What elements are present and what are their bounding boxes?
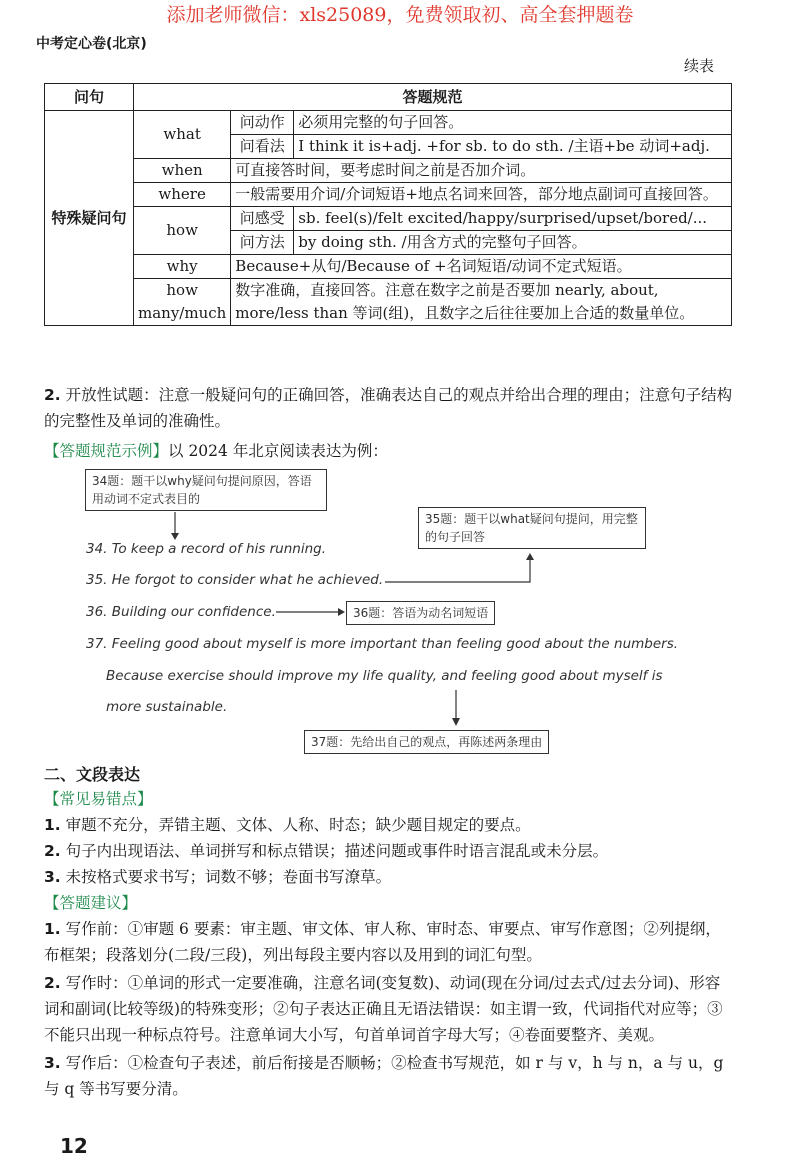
- arrowhead-34: [171, 533, 179, 540]
- arrow-35: [385, 556, 530, 582]
- arrowhead-37: [452, 718, 460, 726]
- common-errors-tag: 【常见易错点】: [44, 790, 153, 808]
- sub-label: 问感受: [231, 207, 294, 231]
- note-36: 36题：答语为动名词短语: [346, 601, 495, 625]
- item-number: 1.: [44, 816, 61, 834]
- item-text: 写作时：①单词的形式一定要准确，注意名词(变复数)、动词(现在分词/过去式/过去分词)、形容词和副词(比较等级)的特殊变形；②句子表达正确且无语法错误：如主谓一致，代词指代对应等；③不能只出现一种标点符号。注意单词大小写，句首单词首字母大写；④卷面要整齐、美观。: [44, 974, 723, 1044]
- spec-text: 数字准确，直接回答。注意在数字之前是否要加 nearly, about, more/less than 等词(组)，且数字之后往往要加上合适的数量单位。: [231, 279, 732, 326]
- spec-text: sb. feel(s)/felt excited/happy/surprised/upset/bored/...: [294, 207, 732, 231]
- list-item: [44, 1050, 734, 1102]
- answer-37-line3: more sustainable.: [106, 699, 228, 715]
- example-intro: 以 2024 年北京阅读表达为例：: [168, 442, 388, 460]
- item-number: 1.: [44, 920, 61, 938]
- errors-list: [44, 812, 734, 890]
- header-question: 问句: [45, 84, 134, 111]
- list-item: [44, 916, 734, 968]
- advice-list: [44, 916, 734, 1102]
- example-tag: 【答题规范示例】: [44, 442, 169, 460]
- item-text: 写作后：①检查句子表述，前后衔接是否顺畅；②检查书写规范，如 r 与 v，h 与 n，a 与 u，g 与 q 等书写要分清。: [44, 1054, 724, 1098]
- item-number: 3.: [44, 868, 61, 886]
- note-34: 34题：题干以why疑问句提问原因，答语用动词不定式表目的: [85, 469, 327, 511]
- word-how-many: how many/much: [134, 279, 231, 326]
- spec-text: 必须用完整的句子回答。: [294, 111, 732, 135]
- word-where: where: [134, 183, 231, 207]
- item-text: 句子内出现语法、单词拼写和标点错误；描述问题或事件时语言混乱或未分层。: [65, 842, 609, 860]
- page-number: 12: [60, 1134, 88, 1158]
- word-what: what: [134, 111, 231, 159]
- item-number: 2.: [44, 386, 61, 404]
- answer-36: 36. Building our confidence.: [86, 604, 276, 620]
- word-how: how: [134, 207, 231, 255]
- advice-tag: 【答题建议】: [44, 894, 138, 912]
- answer-37-line1: 37. Feeling good about myself is more important than feeling good about the numbers.: [86, 636, 679, 652]
- arrowhead-35: [526, 553, 534, 560]
- answer-37-line2: Because exercise should improve my life quality, and feeling good about myself is: [106, 668, 663, 684]
- continued-label: 续表: [683, 57, 714, 75]
- spec-text: I think it is+adj. +for sb. to do sth. /主语+be 动词+adj.: [294, 135, 732, 159]
- item-number: 2.: [44, 974, 61, 992]
- list-item: [44, 838, 734, 864]
- spec-text: 一般需要用介词/介词短语+地点名词来回答，部分地点副词可直接回答。: [231, 183, 732, 207]
- answer-35: 35. He forgot to consider what he achieved.: [86, 572, 384, 588]
- arrowhead-36: [338, 608, 345, 616]
- running-head: 中考定心卷(北京): [36, 36, 147, 52]
- answer-34: 34. To keep a record of his running.: [86, 541, 327, 557]
- spec-text: 可直接答时间，要考虑时间之前是否加介词。: [231, 159, 732, 183]
- item-number: 2.: [44, 842, 61, 860]
- promo-banner: 添加老师微信：xls25089，免费领取初、高全套押题卷: [166, 4, 634, 26]
- sub-label: 问动作: [231, 111, 294, 135]
- header-spec: 答题规范: [134, 84, 732, 111]
- item-text: 开放性试题：注意一般疑问句的正确回答，准确表达自己的观点并给出合理的理由；注意句子结构的完整性及单词的准确性。: [44, 386, 733, 430]
- category-cell: 特殊疑问句: [45, 111, 134, 326]
- word-why: why: [134, 255, 231, 279]
- sub-label: 问看法: [231, 135, 294, 159]
- section-title: 二、文段表达: [44, 765, 141, 784]
- list-item: [44, 812, 734, 838]
- sub-label: 问方法: [231, 231, 294, 255]
- list-item: [44, 970, 734, 1048]
- spec-text: Because+从句/Because of +名词短语/动词不定式短语。: [231, 255, 732, 279]
- list-item: [44, 864, 734, 890]
- spec-text: by doing sth. /用含方式的完整句子回答。: [294, 231, 732, 255]
- word-when: when: [134, 159, 231, 183]
- item-text: 写作前：①审题 6 要素：审主题、审文体、审人称、审时态、审要点、审写作意图；②列提纲，布框架；段落划分(二段/三段)，列出每段主要内容以及用到的词汇句型。: [44, 920, 721, 964]
- item-number: 3.: [44, 1054, 61, 1072]
- item-text: 未按格式要求书写；词数不够；卷面书写潦草。: [65, 868, 392, 886]
- note-35: 35题：题干以what疑问句提问，用完整的句子回答: [418, 507, 646, 549]
- note-37: 37题：先给出自己的观点，再陈述两条理由: [304, 730, 549, 754]
- item-text: 审题不充分，弄错主题、文体、人称、时态；缺少题目规定的要点。: [65, 816, 531, 834]
